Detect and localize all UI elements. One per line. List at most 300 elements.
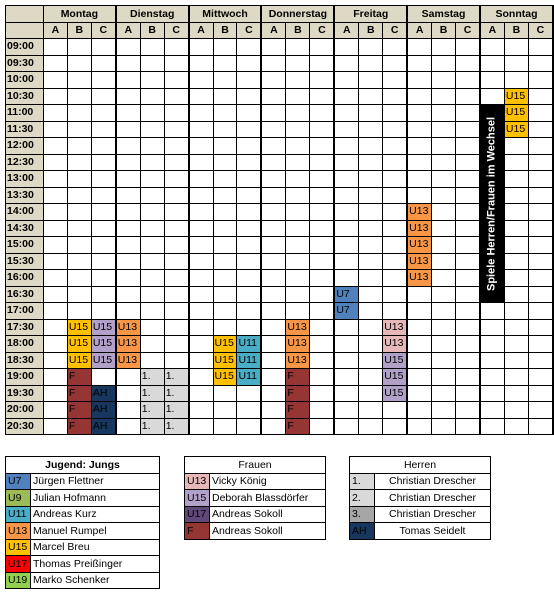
slot-cell[interactable] (116, 55, 140, 72)
slot-cell[interactable] (359, 171, 383, 188)
slot-cell[interactable] (213, 39, 237, 56)
slot-cell[interactable] (91, 88, 115, 105)
slot-cell[interactable] (67, 88, 91, 105)
slot-cell[interactable] (407, 121, 431, 138)
slot-cell[interactable] (237, 204, 261, 221)
slot-cell[interactable] (432, 88, 456, 105)
slot-cell[interactable] (359, 402, 383, 419)
booking-cell[interactable]: U11 (237, 336, 261, 353)
slot-cell[interactable] (286, 72, 310, 89)
slot-cell[interactable] (213, 237, 237, 254)
slot-cell[interactable] (480, 319, 504, 336)
slot-cell[interactable] (334, 220, 358, 237)
slot-cell[interactable] (383, 237, 407, 254)
slot-cell[interactable] (140, 121, 164, 138)
slot-cell[interactable] (91, 138, 115, 155)
slot-cell[interactable] (189, 220, 213, 237)
slot-cell[interactable] (528, 72, 553, 89)
slot-cell[interactable] (310, 220, 334, 237)
slot-cell[interactable] (407, 352, 431, 369)
slot-cell[interactable] (116, 154, 140, 171)
slot-cell[interactable] (456, 39, 480, 56)
slot-cell[interactable] (432, 105, 456, 122)
slot-cell[interactable] (480, 402, 504, 419)
slot-cell[interactable] (310, 319, 334, 336)
slot-cell[interactable] (189, 138, 213, 155)
slot-cell[interactable] (286, 39, 310, 56)
slot-cell[interactable] (456, 121, 480, 138)
slot-cell[interactable] (480, 352, 504, 369)
slot-cell[interactable] (116, 385, 140, 402)
slot-cell[interactable] (383, 154, 407, 171)
slot-cell[interactable] (456, 352, 480, 369)
slot-cell[interactable] (237, 121, 261, 138)
slot-cell[interactable] (164, 187, 188, 204)
slot-cell[interactable] (116, 138, 140, 155)
slot-cell[interactable] (237, 105, 261, 122)
slot-cell[interactable] (237, 270, 261, 287)
slot-cell[interactable] (286, 220, 310, 237)
slot-cell[interactable] (213, 220, 237, 237)
booking-cell[interactable]: 1. (164, 369, 188, 386)
slot-cell[interactable] (164, 237, 188, 254)
slot-cell[interactable] (43, 352, 67, 369)
slot-cell[interactable] (359, 187, 383, 204)
slot-cell[interactable] (286, 88, 310, 105)
slot-cell[interactable] (237, 154, 261, 171)
slot-cell[interactable] (334, 55, 358, 72)
slot-cell[interactable] (164, 303, 188, 320)
slot-cell[interactable] (237, 39, 261, 56)
booking-cell[interactable]: U13 (116, 336, 140, 353)
slot-cell[interactable] (504, 303, 528, 320)
slot-cell[interactable] (310, 253, 334, 270)
slot-cell[interactable] (261, 171, 285, 188)
slot-cell[interactable] (359, 237, 383, 254)
slot-cell[interactable] (43, 105, 67, 122)
slot-cell[interactable] (310, 402, 334, 419)
slot-cell[interactable] (189, 369, 213, 386)
slot-cell[interactable] (456, 138, 480, 155)
slot-cell[interactable] (164, 121, 188, 138)
slot-cell[interactable] (213, 88, 237, 105)
slot-cell[interactable] (432, 171, 456, 188)
slot-cell[interactable] (334, 105, 358, 122)
slot-cell[interactable] (140, 336, 164, 353)
slot-cell[interactable] (67, 237, 91, 254)
slot-cell[interactable] (528, 237, 553, 254)
slot-cell[interactable] (310, 204, 334, 221)
slot-cell[interactable] (456, 418, 480, 435)
slot-cell[interactable] (528, 55, 553, 72)
slot-cell[interactable] (407, 187, 431, 204)
slot-cell[interactable] (359, 352, 383, 369)
slot-cell[interactable] (261, 237, 285, 254)
slot-cell[interactable] (213, 154, 237, 171)
slot-cell[interactable] (383, 39, 407, 56)
slot-cell[interactable] (407, 171, 431, 188)
slot-cell[interactable] (116, 286, 140, 303)
slot-cell[interactable] (310, 55, 334, 72)
booking-cell[interactable]: U15 (383, 385, 407, 402)
slot-cell[interactable] (334, 138, 358, 155)
slot-cell[interactable] (189, 154, 213, 171)
slot-cell[interactable] (480, 418, 504, 435)
slot-cell[interactable] (116, 270, 140, 287)
slot-cell[interactable] (237, 220, 261, 237)
slot-cell[interactable] (528, 319, 553, 336)
slot-cell[interactable] (456, 237, 480, 254)
slot-cell[interactable] (261, 204, 285, 221)
slot-cell[interactable] (164, 88, 188, 105)
slot-cell[interactable] (286, 121, 310, 138)
slot-cell[interactable] (91, 270, 115, 287)
slot-cell[interactable] (310, 369, 334, 386)
slot-cell[interactable] (67, 55, 91, 72)
slot-cell[interactable] (456, 55, 480, 72)
slot-cell[interactable] (213, 55, 237, 72)
slot-cell[interactable] (432, 286, 456, 303)
slot-cell[interactable] (213, 72, 237, 89)
slot-cell[interactable] (189, 418, 213, 435)
slot-cell[interactable] (504, 39, 528, 56)
slot-cell[interactable] (407, 385, 431, 402)
slot-cell[interactable] (189, 237, 213, 254)
slot-cell[interactable] (116, 237, 140, 254)
booking-cell[interactable]: U13 (407, 270, 431, 287)
slot-cell[interactable] (286, 138, 310, 155)
slot-cell[interactable] (91, 154, 115, 171)
slot-cell[interactable] (43, 138, 67, 155)
slot-cell[interactable] (528, 220, 553, 237)
slot-cell[interactable] (504, 204, 528, 221)
slot-cell[interactable] (91, 303, 115, 320)
slot-cell[interactable] (310, 105, 334, 122)
slot-cell[interactable] (383, 303, 407, 320)
slot-cell[interactable] (140, 286, 164, 303)
slot-cell[interactable] (116, 303, 140, 320)
slot-cell[interactable] (164, 336, 188, 353)
slot-cell[interactable] (140, 138, 164, 155)
slot-cell[interactable] (43, 237, 67, 254)
slot-cell[interactable] (164, 204, 188, 221)
slot-cell[interactable] (261, 88, 285, 105)
slot-cell[interactable] (432, 154, 456, 171)
slot-cell[interactable] (164, 220, 188, 237)
slot-cell[interactable] (261, 286, 285, 303)
slot-cell[interactable] (116, 171, 140, 188)
slot-cell[interactable] (334, 237, 358, 254)
slot-cell[interactable] (116, 204, 140, 221)
slot-cell[interactable] (237, 418, 261, 435)
slot-cell[interactable] (383, 187, 407, 204)
slot-cell[interactable] (359, 220, 383, 237)
slot-cell[interactable] (213, 121, 237, 138)
slot-cell[interactable] (456, 385, 480, 402)
slot-cell[interactable] (480, 369, 504, 386)
slot-cell[interactable] (383, 171, 407, 188)
slot-cell[interactable] (456, 72, 480, 89)
slot-cell[interactable] (383, 270, 407, 287)
slot-cell[interactable] (456, 402, 480, 419)
booking-cell[interactable]: F (67, 418, 91, 435)
slot-cell[interactable] (504, 319, 528, 336)
slot-cell[interactable] (359, 39, 383, 56)
slot-cell[interactable] (528, 204, 553, 221)
slot-cell[interactable] (213, 286, 237, 303)
slot-cell[interactable] (164, 171, 188, 188)
slot-cell[interactable] (261, 270, 285, 287)
slot-cell[interactable] (432, 187, 456, 204)
booking-cell[interactable]: 1. (164, 418, 188, 435)
slot-cell[interactable] (91, 204, 115, 221)
slot-cell[interactable] (43, 336, 67, 353)
slot-cell[interactable] (310, 88, 334, 105)
slot-cell[interactable] (116, 418, 140, 435)
slot-cell[interactable] (480, 88, 504, 105)
slot-cell[interactable] (213, 319, 237, 336)
slot-cell[interactable] (213, 270, 237, 287)
slot-cell[interactable] (310, 336, 334, 353)
slot-cell[interactable] (504, 253, 528, 270)
slot-cell[interactable] (261, 121, 285, 138)
slot-cell[interactable] (67, 286, 91, 303)
booking-cell[interactable]: U11 (237, 352, 261, 369)
slot-cell[interactable] (67, 72, 91, 89)
booking-cell[interactable]: U15 (383, 369, 407, 386)
slot-cell[interactable] (237, 138, 261, 155)
booking-cell[interactable]: 1. (140, 402, 164, 419)
slot-cell[interactable] (261, 336, 285, 353)
slot-cell[interactable] (116, 187, 140, 204)
slot-cell[interactable] (432, 336, 456, 353)
slot-cell[interactable] (116, 105, 140, 122)
slot-cell[interactable] (189, 402, 213, 419)
slot-cell[interactable] (189, 385, 213, 402)
slot-cell[interactable] (480, 303, 504, 320)
slot-cell[interactable] (43, 286, 67, 303)
slot-cell[interactable] (528, 253, 553, 270)
slot-cell[interactable] (310, 286, 334, 303)
slot-cell[interactable] (213, 402, 237, 419)
slot-cell[interactable] (504, 55, 528, 72)
slot-cell[interactable] (43, 72, 67, 89)
slot-cell[interactable] (456, 270, 480, 287)
slot-cell[interactable] (43, 319, 67, 336)
slot-cell[interactable] (164, 138, 188, 155)
slot-cell[interactable] (261, 319, 285, 336)
booking-cell[interactable]: F (286, 385, 310, 402)
slot-cell[interactable] (140, 319, 164, 336)
booking-cell[interactable]: U15 (213, 352, 237, 369)
slot-cell[interactable] (189, 105, 213, 122)
slot-cell[interactable] (456, 319, 480, 336)
booking-cell[interactable]: 1. (140, 369, 164, 386)
slot-cell[interactable] (43, 220, 67, 237)
slot-cell[interactable] (189, 303, 213, 320)
slot-cell[interactable] (116, 402, 140, 419)
slot-cell[interactable] (67, 39, 91, 56)
slot-cell[interactable] (286, 105, 310, 122)
slot-cell[interactable] (407, 154, 431, 171)
slot-cell[interactable] (213, 171, 237, 188)
slot-cell[interactable] (528, 39, 553, 56)
slot-cell[interactable] (286, 55, 310, 72)
slot-cell[interactable] (359, 121, 383, 138)
slot-cell[interactable] (504, 402, 528, 419)
slot-cell[interactable] (359, 204, 383, 221)
slot-cell[interactable] (407, 319, 431, 336)
slot-cell[interactable] (383, 402, 407, 419)
slot-cell[interactable] (334, 336, 358, 353)
slot-cell[interactable] (383, 220, 407, 237)
slot-cell[interactable] (43, 171, 67, 188)
slot-cell[interactable] (334, 72, 358, 89)
slot-cell[interactable] (310, 270, 334, 287)
slot-cell[interactable] (407, 402, 431, 419)
slot-cell[interactable] (383, 121, 407, 138)
slot-cell[interactable] (189, 204, 213, 221)
slot-cell[interactable] (504, 72, 528, 89)
slot-cell[interactable] (359, 55, 383, 72)
slot-cell[interactable] (237, 171, 261, 188)
slot-cell[interactable] (383, 55, 407, 72)
slot-cell[interactable] (504, 352, 528, 369)
slot-cell[interactable] (237, 187, 261, 204)
slot-cell[interactable] (43, 402, 67, 419)
slot-cell[interactable] (91, 369, 115, 386)
booking-cell[interactable]: F (286, 369, 310, 386)
booking-cell[interactable]: F (286, 418, 310, 435)
slot-cell[interactable] (334, 39, 358, 56)
slot-cell[interactable] (359, 138, 383, 155)
slot-cell[interactable] (456, 286, 480, 303)
slot-cell[interactable] (504, 286, 528, 303)
slot-cell[interactable] (164, 72, 188, 89)
booking-cell[interactable]: U7 (334, 286, 358, 303)
slot-cell[interactable] (504, 369, 528, 386)
slot-cell[interactable] (189, 319, 213, 336)
slot-cell[interactable] (359, 154, 383, 171)
slot-cell[interactable] (456, 105, 480, 122)
booking-cell[interactable]: U13 (286, 336, 310, 353)
slot-cell[interactable] (116, 220, 140, 237)
slot-cell[interactable] (43, 55, 67, 72)
slot-cell[interactable] (67, 270, 91, 287)
slot-cell[interactable] (407, 369, 431, 386)
slot-cell[interactable] (528, 88, 553, 105)
slot-cell[interactable] (213, 138, 237, 155)
slot-cell[interactable] (261, 105, 285, 122)
slot-cell[interactable] (261, 352, 285, 369)
slot-cell[interactable] (140, 352, 164, 369)
slot-cell[interactable] (116, 88, 140, 105)
slot-cell[interactable] (432, 402, 456, 419)
slot-cell[interactable] (359, 270, 383, 287)
booking-cell[interactable]: U15 (91, 336, 115, 353)
slot-cell[interactable] (528, 352, 553, 369)
slot-cell[interactable] (67, 105, 91, 122)
slot-cell[interactable] (140, 187, 164, 204)
booking-cell[interactable]: U13 (383, 336, 407, 353)
slot-cell[interactable] (528, 138, 553, 155)
booking-cell[interactable]: U15 (67, 352, 91, 369)
slot-cell[interactable] (456, 253, 480, 270)
slot-cell[interactable] (43, 187, 67, 204)
slot-cell[interactable] (432, 72, 456, 89)
slot-cell[interactable] (67, 253, 91, 270)
slot-cell[interactable] (480, 55, 504, 72)
booking-cell[interactable]: U15 (504, 105, 528, 122)
slot-cell[interactable] (504, 187, 528, 204)
slot-cell[interactable] (140, 154, 164, 171)
slot-cell[interactable] (310, 171, 334, 188)
slot-cell[interactable] (528, 187, 553, 204)
slot-cell[interactable] (359, 336, 383, 353)
slot-cell[interactable] (383, 138, 407, 155)
booking-cell[interactable]: 1. (164, 402, 188, 419)
slot-cell[interactable] (189, 253, 213, 270)
slot-cell[interactable] (164, 55, 188, 72)
slot-cell[interactable] (237, 319, 261, 336)
slot-cell[interactable] (334, 402, 358, 419)
slot-cell[interactable] (189, 286, 213, 303)
slot-cell[interactable] (261, 303, 285, 320)
slot-cell[interactable] (237, 253, 261, 270)
slot-cell[interactable] (432, 352, 456, 369)
booking-cell[interactable]: U13 (116, 319, 140, 336)
slot-cell[interactable] (432, 121, 456, 138)
booking-cell[interactable]: U7 (334, 303, 358, 320)
slot-cell[interactable] (310, 418, 334, 435)
slot-cell[interactable] (286, 154, 310, 171)
slot-cell[interactable] (456, 303, 480, 320)
slot-cell[interactable] (528, 418, 553, 435)
slot-cell[interactable] (164, 253, 188, 270)
booking-cell[interactable]: U15 (213, 369, 237, 386)
slot-cell[interactable] (91, 121, 115, 138)
slot-cell[interactable] (43, 204, 67, 221)
booking-cell[interactable]: 1. (140, 385, 164, 402)
booking-cell[interactable]: 1. (164, 385, 188, 402)
slot-cell[interactable] (432, 55, 456, 72)
slot-cell[interactable] (67, 171, 91, 188)
slot-cell[interactable] (432, 204, 456, 221)
slot-cell[interactable] (43, 154, 67, 171)
slot-cell[interactable] (407, 336, 431, 353)
slot-cell[interactable] (359, 286, 383, 303)
booking-cell[interactable]: U13 (407, 220, 431, 237)
slot-cell[interactable] (189, 39, 213, 56)
slot-cell[interactable] (334, 270, 358, 287)
slot-cell[interactable] (480, 39, 504, 56)
slot-cell[interactable] (359, 88, 383, 105)
slot-cell[interactable] (407, 105, 431, 122)
slot-cell[interactable] (164, 352, 188, 369)
slot-cell[interactable] (237, 385, 261, 402)
slot-cell[interactable] (480, 72, 504, 89)
slot-cell[interactable] (359, 418, 383, 435)
slot-cell[interactable] (456, 88, 480, 105)
slot-cell[interactable] (43, 385, 67, 402)
slot-cell[interactable] (261, 402, 285, 419)
slot-cell[interactable] (456, 369, 480, 386)
slot-cell[interactable] (407, 303, 431, 320)
slot-cell[interactable] (43, 303, 67, 320)
slot-cell[interactable] (456, 220, 480, 237)
slot-cell[interactable] (432, 418, 456, 435)
slot-cell[interactable] (237, 72, 261, 89)
